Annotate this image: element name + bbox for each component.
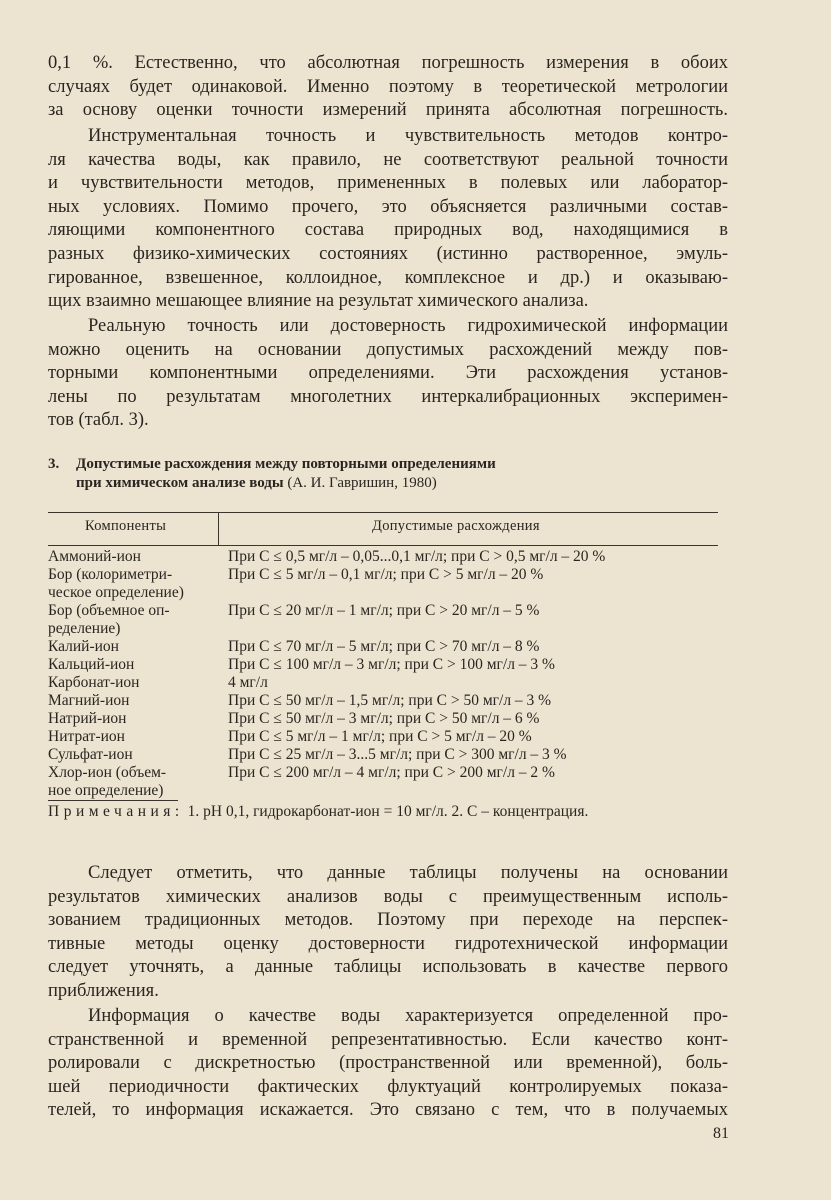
note-label: Примечания: — [48, 803, 184, 820]
table-header-divider — [218, 512, 219, 545]
text-line: Следует отметить, что данные таблицы получены на основании — [88, 863, 728, 883]
paragraph-2 — [48, 125, 728, 314]
text-line: тивные методы оценку достоверности гидротехнической информации — [48, 933, 728, 954]
table-header-components: Компоненты — [85, 518, 167, 534]
paragraph-3 — [48, 315, 728, 433]
table-row — [48, 656, 738, 674]
table-row — [48, 710, 738, 728]
cell-deviation: При C ≤ 0,5 мг/л – 0,05...0,1 мг/л; при C > 0,5 мг/л – 20 % — [228, 548, 606, 565]
cell-deviation — [228, 620, 738, 638]
cell-deviation: При C ≤ 100 мг/л – 3 мг/л; при C > 100 мг/л – 3 % — [228, 656, 555, 673]
cell-component: Бор (объемное оп- — [48, 602, 170, 619]
table-author: (А. И. Гавришин, 1980) — [287, 475, 437, 491]
table-note — [48, 803, 748, 821]
text-line: шей периодичности фактических флуктуаций контролируемых показа- — [48, 1076, 728, 1097]
table-row — [48, 746, 738, 764]
paragraph-1 — [48, 52, 728, 123]
text-line: Реальную точность или достоверность гидрохимической информации — [88, 316, 728, 336]
table-row — [48, 674, 738, 692]
text-line: тов (табл. 3). — [48, 410, 149, 431]
cell-deviation: При C ≤ 200 мг/л – 4 мг/л; при C > 200 мг/л – 2 % — [228, 764, 555, 781]
table-header-deviations: Допустимые расхождения — [372, 518, 540, 534]
text-line: результатов химических анализов воды с преимущественным исполь- — [48, 886, 728, 907]
paragraph-5 — [48, 1005, 728, 1123]
table-row — [48, 764, 738, 782]
text-line: гированное, взвешенное, коллоидное, комплексное и др.) и оказываю- — [48, 267, 728, 288]
cell-deviation: При C ≤ 25 мг/л – 3...5 мг/л; при C > 300 мг/л – 3 % — [228, 746, 567, 763]
text-line: и чувствительности методов, примененных в полевых или лаборатор- — [48, 173, 728, 194]
text-line: ля качества воды, как правило, не соответствуют реальной точности — [48, 149, 728, 170]
text-line: Информация о качестве воды характеризуется определенной про- — [88, 1006, 728, 1026]
table-row — [48, 548, 738, 566]
table-bottom-rule — [48, 800, 178, 801]
text-line: торными компонентными определениями. Эти расхождения установ- — [48, 363, 728, 384]
text-line: странственной и временной репрезентативностью. Если качество конт- — [48, 1029, 728, 1050]
text-line: разных физико-химических состояниях (истинно растворенное, эмуль- — [48, 243, 728, 264]
cell-component: ческое определение) — [48, 584, 184, 601]
cell-component: Магний-ион — [48, 692, 130, 709]
text-line: можно оценить на основании допустимых расхождений между пов- — [48, 339, 728, 360]
text-line: 0,1 %. Естественно, что абсолютная погрешность измерения в обоих — [48, 53, 728, 73]
page-number: 81 — [713, 1125, 729, 1142]
cell-deviation — [228, 782, 738, 800]
cell-component: Хлор-ион (объем- — [48, 764, 167, 781]
text-line: лены по результатам многолетних интеркалибрационных эксперимен- — [48, 386, 728, 407]
table-row — [48, 692, 738, 710]
table-title-line-1: Допустимые расхождения между повторными определениями — [76, 456, 496, 472]
cell-component: Сульфат-ион — [48, 746, 133, 763]
cell-component: Бор (колориметри- — [48, 566, 173, 583]
table-body — [48, 548, 738, 800]
text-line: за основу оценки точности измерений принята абсолютная погрешность. — [48, 100, 728, 121]
cell-component: Калий-ион — [48, 638, 119, 655]
table-row — [48, 728, 738, 746]
cell-component: Нитрат-ион — [48, 728, 125, 745]
cell-component: Карбонат-ион — [48, 674, 140, 691]
cell-deviation: При C ≤ 20 мг/л – 1 мг/л; при C > 20 мг/л – 5 % — [228, 602, 540, 619]
text-line: ных условиях. Помимо прочего, это объясняется различными состав- — [48, 196, 728, 217]
table-row — [48, 602, 738, 620]
table-title-line-2: при химическом анализе воды — [76, 475, 284, 491]
text-line: следует уточнять, а данные таблицы использовать в качестве первого — [48, 957, 728, 978]
table-caption — [48, 455, 728, 493]
table-row — [48, 782, 738, 800]
text-line: приближения. — [48, 980, 159, 1001]
cell-deviation: 4 мг/л — [228, 674, 268, 691]
table-top-rule — [48, 512, 718, 513]
text-line: телей, то информация искажается. Это связано с тем, что в получаемых — [48, 1100, 728, 1121]
cell-component: ное определение) — [48, 782, 164, 799]
text-line: зованием традиционных методов. Поэтому при переходе на перспек- — [48, 910, 728, 931]
cell-deviation — [228, 584, 738, 602]
text-line: щих взаимно мешающее влияние на результат химического анализа. — [48, 291, 589, 312]
text-line: Инструментальная точность и чувствительность методов контро- — [88, 126, 728, 146]
cell-component: ределение) — [48, 620, 121, 637]
table-header-rule — [48, 545, 718, 546]
cell-deviation: При C ≤ 50 мг/л – 3 мг/л; при C > 50 мг/л – 6 % — [228, 710, 540, 727]
note-text: 1. pH 0,1, гидрокарбонат-ион = 10 мг/л. 2. C – концентрация. — [187, 803, 589, 820]
cell-deviation: При C ≤ 5 мг/л – 1 мг/л; при C > 5 мг/л – 20 % — [228, 728, 532, 745]
table-row — [48, 620, 738, 638]
cell-deviation: При C ≤ 5 мг/л – 0,1 мг/л; при C > 5 мг/л – 20 % — [228, 566, 544, 583]
cell-component: Кальций-ион — [48, 656, 135, 673]
cell-deviation: При C ≤ 50 мг/л – 1,5 мг/л; при C > 50 мг/л – 3 % — [228, 692, 552, 709]
text-line: ляющими компонентного состава природных вод, находящимися в — [48, 220, 728, 241]
table-row — [48, 584, 738, 602]
text-line: ролировали с дискретностью (пространственной или временной), боль- — [48, 1053, 728, 1074]
table-row — [48, 566, 738, 584]
cell-component: Натрий-ион — [48, 710, 127, 727]
table-number: 3. — [48, 456, 60, 472]
paragraph-4 — [48, 862, 728, 1004]
cell-deviation: При C ≤ 70 мг/л – 5 мг/л; при C > 70 мг/л – 8 % — [228, 638, 540, 655]
table-row — [48, 638, 738, 656]
cell-component: Аммоний-ион — [48, 548, 141, 565]
text-line: случаях будет одинаковой. Именно поэтому в теоретической метрологии — [48, 76, 728, 97]
